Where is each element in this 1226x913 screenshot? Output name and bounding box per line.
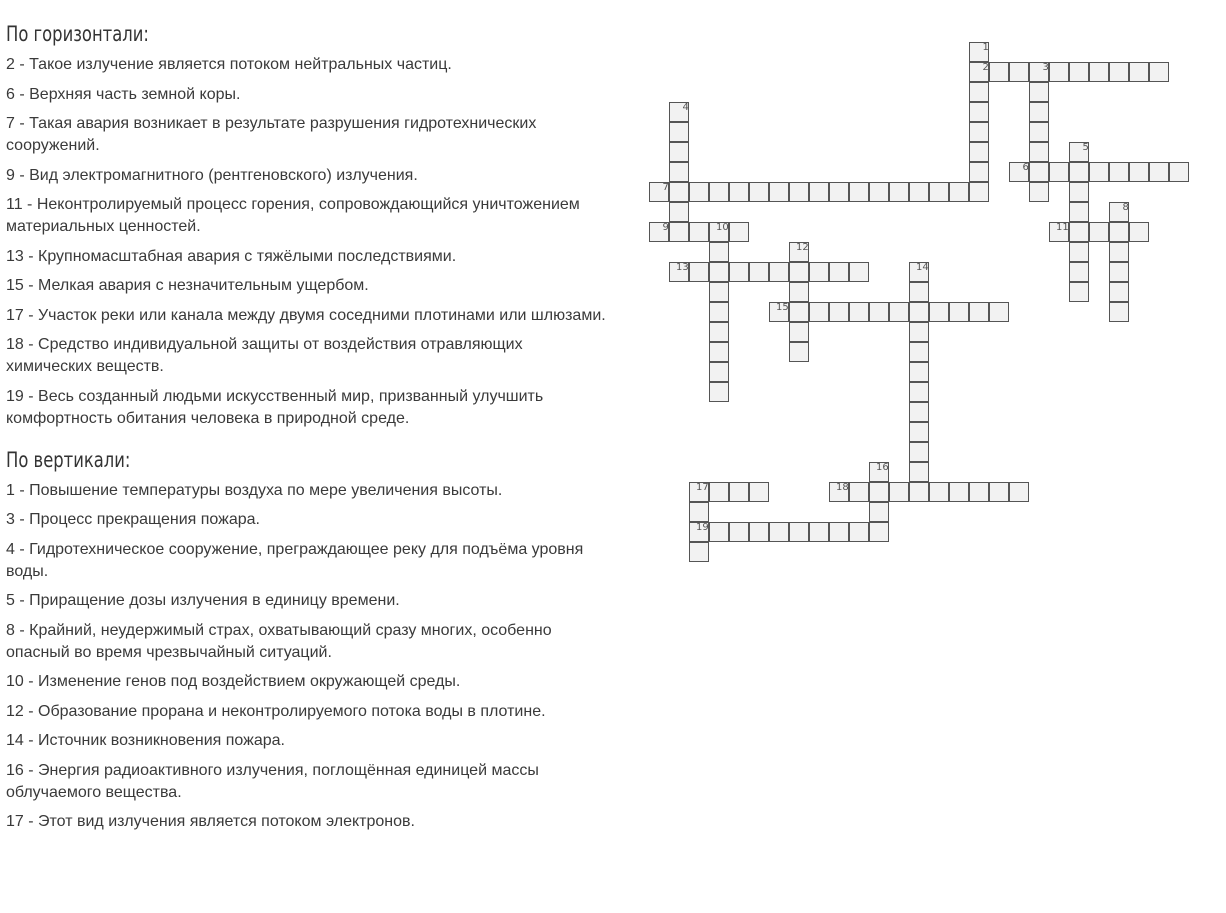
crossword-cell[interactable]	[1069, 282, 1089, 302]
crossword-cell[interactable]	[929, 182, 949, 202]
crossword-cell[interactable]	[1089, 222, 1109, 242]
cell-number: 15	[776, 302, 789, 313]
crossword-cell[interactable]	[869, 502, 889, 522]
across-clue: 18 - Средство индивидуальной защиты от воздействия отравляющих химических веществ.	[6, 336, 523, 375]
crossword-cell[interactable]	[1009, 162, 1029, 182]
crossword-cell[interactable]	[969, 62, 989, 82]
crossword-cell[interactable]	[989, 302, 1009, 322]
crossword-cell[interactable]	[889, 482, 909, 502]
crossword-cell[interactable]	[689, 542, 709, 562]
across-clue: 11 - Неконтролируемый процесс горения, сопровождающийся уничтожением материальных ценностей.	[6, 196, 580, 235]
across-clue: 6 - Верхняя часть земной коры.	[6, 85, 241, 103]
crossword-cell[interactable]	[709, 262, 729, 282]
crossword-cell[interactable]	[969, 102, 989, 122]
crossword-cell[interactable]	[729, 262, 749, 282]
crossword-cell[interactable]	[709, 242, 729, 262]
crossword-cell[interactable]	[669, 202, 689, 222]
clue-panel	[6, 14, 606, 843]
crossword-cell[interactable]	[909, 482, 929, 502]
crossword-cell[interactable]	[789, 522, 809, 542]
crossword-cell[interactable]	[949, 182, 969, 202]
crossword-cell[interactable]	[689, 182, 709, 202]
crossword-cell[interactable]	[829, 182, 849, 202]
down-clue: 10 - Изменение генов под воздействием окружающей среды.	[6, 673, 461, 690]
crossword-cell[interactable]	[769, 182, 789, 202]
crossword-cell[interactable]	[709, 482, 729, 502]
crossword-cell[interactable]	[789, 342, 809, 362]
crossword-cell[interactable]	[749, 522, 769, 542]
crossword-cell[interactable]	[869, 302, 889, 322]
cell-number: 19	[696, 522, 709, 533]
crossword-cell[interactable]	[1049, 62, 1069, 82]
crossword-cell[interactable]	[709, 182, 729, 202]
crossword-cell[interactable]	[709, 282, 729, 302]
crossword-cell[interactable]	[1029, 142, 1049, 162]
crossword-cell[interactable]	[1109, 262, 1129, 282]
across-clue: 19 - Весь созданный людьми искусственный мир, призванный улучшить комфортность обитания человека в природной среде.	[6, 387, 544, 427]
crossword-cell[interactable]	[1069, 262, 1089, 282]
cell-number: 16	[876, 462, 889, 473]
crossword-cell[interactable]	[729, 222, 749, 242]
crossword-cell[interactable]	[709, 322, 729, 342]
crossword-cell[interactable]	[929, 482, 949, 502]
crossword-cell[interactable]	[849, 482, 869, 502]
crossword-cell[interactable]	[889, 182, 909, 202]
crossword-cell[interactable]	[909, 282, 929, 302]
crossword-cell[interactable]	[729, 182, 749, 202]
crossword-cell[interactable]	[1049, 162, 1069, 182]
crossword-cell[interactable]	[1109, 282, 1129, 302]
crossword-cell[interactable]	[829, 522, 849, 542]
crossword-cell[interactable]	[829, 482, 849, 502]
crossword-cell[interactable]	[829, 262, 849, 282]
crossword-cell[interactable]	[1109, 302, 1129, 322]
crossword-cell[interactable]	[709, 222, 729, 242]
crossword-cell[interactable]	[1109, 222, 1129, 242]
crossword-cell[interactable]	[849, 302, 869, 322]
cell-number: 7	[662, 182, 669, 193]
crossword-cell[interactable]	[849, 182, 869, 202]
crossword-cell[interactable]	[1109, 202, 1129, 222]
crossword-cell[interactable]	[1029, 182, 1049, 202]
crossword-cell[interactable]	[709, 522, 729, 542]
crossword-cell[interactable]	[909, 262, 929, 282]
crossword-cell[interactable]	[789, 262, 809, 282]
crossword-cell[interactable]	[1029, 82, 1049, 102]
crossword-cell[interactable]	[669, 222, 689, 242]
down-clue: 4 - Гидротехническое сооружение, преграждающее реку для подъёма уровня воды.	[6, 540, 584, 580]
crossword-cell[interactable]	[649, 182, 669, 202]
crossword-cell[interactable]	[989, 482, 1009, 502]
crossword-cell[interactable]	[909, 402, 929, 422]
crossword-cell[interactable]	[689, 522, 709, 542]
crossword-cell[interactable]	[689, 482, 709, 502]
down-clue: 1 - Повышение температуры воздуха по мере увеличения высоты.	[6, 481, 503, 499]
crossword-cell[interactable]	[809, 262, 829, 282]
crossword-cell[interactable]	[909, 462, 929, 482]
crossword-cell[interactable]	[909, 182, 929, 202]
across-clue: 7 - Такая авария возникает в результате разрушения гидротехнических сооружений.	[6, 115, 537, 154]
crossword-cell[interactable]	[789, 322, 809, 342]
crossword-cell[interactable]	[1069, 242, 1089, 262]
crossword-cell[interactable]	[1069, 142, 1089, 162]
cell-number: 13	[676, 262, 689, 273]
crossword-cell[interactable]	[729, 482, 749, 502]
crossword-cell[interactable]	[969, 302, 989, 322]
crossword-cell[interactable]	[909, 322, 929, 342]
cell-number: 11	[1056, 222, 1069, 233]
down-clue: 8 - Крайний, неудержимый страх, охватывающий сразу многих, особенно опасный во время чрезвычайный ситуаций.	[6, 621, 552, 661]
cell-number: 9	[662, 222, 669, 233]
crossword-cell[interactable]	[949, 482, 969, 502]
crossword-cell[interactable]	[1149, 62, 1169, 82]
crossword-cell[interactable]	[1029, 122, 1049, 142]
crossword-cell[interactable]	[869, 522, 889, 542]
cell-number: 2	[982, 62, 989, 73]
crossword-cell[interactable]	[989, 62, 1009, 82]
crossword-cell[interactable]	[909, 382, 929, 402]
cell-number: 5	[1082, 142, 1089, 153]
crossword-cell[interactable]	[1129, 222, 1149, 242]
cell-number: 14	[916, 262, 929, 273]
crossword-cell[interactable]	[1129, 162, 1149, 182]
crossword-cell[interactable]	[769, 302, 789, 322]
crossword-cell[interactable]	[789, 302, 809, 322]
across-clue: 2 - Такое излучение является потоком нейтральных частиц.	[6, 56, 452, 73]
crossword-cell[interactable]	[1149, 162, 1169, 182]
crossword-cell[interactable]	[669, 122, 689, 142]
crossword-cell[interactable]	[949, 302, 969, 322]
cell-number: 6	[1022, 162, 1029, 173]
crossword-cell[interactable]	[709, 302, 729, 322]
crossword-cell[interactable]	[669, 262, 689, 282]
down-clue: 12 - Образование прорана и неконтролируемого потока воды в плотине.	[6, 702, 546, 720]
crossword-cell[interactable]	[1129, 62, 1149, 82]
crossword-cell[interactable]	[1009, 62, 1029, 82]
cell-number: 17	[696, 482, 709, 493]
crossword-cell[interactable]	[669, 162, 689, 182]
across-clue: 13 - Крупномасштабная авария с тяжёлыми последствиями.	[6, 247, 457, 265]
cell-number: 12	[796, 242, 809, 253]
crossword-cell[interactable]	[809, 182, 829, 202]
crossword-cell[interactable]	[909, 442, 929, 462]
crossword-cell[interactable]	[969, 42, 989, 62]
cell-number: 8	[1122, 202, 1129, 213]
crossword-cell[interactable]	[909, 422, 929, 442]
crossword-cell[interactable]	[969, 122, 989, 142]
crossword-cell[interactable]	[709, 342, 729, 362]
down-clue: 17 - Этот вид излучения является потоком электронов.	[6, 813, 415, 830]
crossword-cell[interactable]	[849, 262, 869, 282]
across-clue-list	[6, 54, 606, 430]
across-clue: 17 - Участок реки или канала между двумя соседними плотинами или шлюзами.	[6, 306, 606, 324]
cell-number: 3	[1042, 62, 1049, 73]
crossword-cell[interactable]	[1029, 102, 1049, 122]
crossword-cell[interactable]	[969, 482, 989, 502]
cell-number: 4	[682, 102, 689, 113]
crossword-cell[interactable]	[689, 502, 709, 522]
down-clue: 3 - Процесс прекращения пожара.	[6, 511, 260, 528]
crossword-cell[interactable]	[909, 342, 929, 362]
cell-number: 18	[836, 482, 849, 493]
crossword-cell[interactable]	[669, 182, 689, 202]
crossword-cell[interactable]	[1089, 62, 1109, 82]
crossword-cell[interactable]	[969, 82, 989, 102]
crossword-cell[interactable]	[1069, 202, 1089, 222]
crossword-cell[interactable]	[1109, 62, 1129, 82]
crossword-cell[interactable]	[769, 522, 789, 542]
crossword-cell[interactable]	[1049, 222, 1069, 242]
crossword-cell[interactable]	[749, 182, 769, 202]
down-clue: 5 - Приращение дозы излучения в единицу времени.	[6, 592, 400, 609]
crossword-cell[interactable]	[1069, 162, 1089, 182]
crossword-cell[interactable]	[969, 142, 989, 162]
crossword-cell[interactable]	[729, 522, 749, 542]
down-heading: По вертикали:	[6, 447, 131, 472]
crossword-cell[interactable]	[649, 222, 669, 242]
across-heading: По горизонтали:	[6, 22, 149, 46]
crossword-cell[interactable]	[869, 482, 889, 502]
crossword-cell[interactable]	[929, 302, 949, 322]
crossword-cell[interactable]	[1089, 162, 1109, 182]
crossword-cell[interactable]	[1029, 162, 1049, 182]
crossword-cell[interactable]	[669, 142, 689, 162]
crossword-cell[interactable]	[1109, 162, 1129, 182]
crossword-cell[interactable]	[789, 282, 809, 302]
crossword-cell[interactable]	[1109, 242, 1129, 262]
crossword-cell[interactable]	[1029, 62, 1049, 82]
crossword-cell[interactable]	[889, 302, 909, 322]
crossword-cell[interactable]	[969, 162, 989, 182]
down-clue: 16 - Энергия радиоактивного излучения, поглощённая единицей массы облучаемого вещества.	[6, 761, 539, 801]
crossword-cell[interactable]	[709, 382, 729, 402]
crossword-cell[interactable]	[809, 302, 829, 322]
crossword-cell[interactable]	[1069, 222, 1089, 242]
crossword-cell[interactable]	[869, 182, 889, 202]
crossword-cell[interactable]	[769, 262, 789, 282]
crossword-cell[interactable]	[1069, 182, 1089, 202]
down-clue: 14 - Источник возникновения пожара.	[6, 732, 285, 749]
crossword-cell[interactable]	[849, 522, 869, 542]
crossword-cell[interactable]	[709, 362, 729, 382]
cell-number: 10	[716, 222, 729, 233]
crossword-cell[interactable]	[829, 302, 849, 322]
crossword-cell[interactable]	[1009, 482, 1029, 502]
crossword-cell[interactable]	[669, 102, 689, 122]
down-clue-list	[6, 480, 606, 834]
crossword-cell[interactable]	[969, 182, 989, 202]
crossword-cell[interactable]	[909, 362, 929, 382]
crossword-cell[interactable]	[749, 482, 769, 502]
crossword-cell[interactable]	[1169, 162, 1189, 182]
crossword-cell[interactable]	[689, 222, 709, 242]
across-clue: 15 - Мелкая авария с незначительным ущербом.	[6, 277, 369, 294]
crossword-cell[interactable]	[909, 302, 929, 322]
crossword-cell[interactable]	[689, 262, 709, 282]
crossword-cell[interactable]	[749, 262, 769, 282]
crossword-cell[interactable]	[789, 242, 809, 262]
crossword-cell[interactable]	[869, 462, 889, 482]
crossword-cell[interactable]	[1069, 62, 1089, 82]
across-clue: 9 - Вид электромагнитного (рентгеновского) излучения.	[6, 166, 418, 184]
crossword-cell[interactable]	[809, 522, 829, 542]
crossword-cell[interactable]	[789, 182, 809, 202]
cell-number: 1	[982, 42, 989, 53]
